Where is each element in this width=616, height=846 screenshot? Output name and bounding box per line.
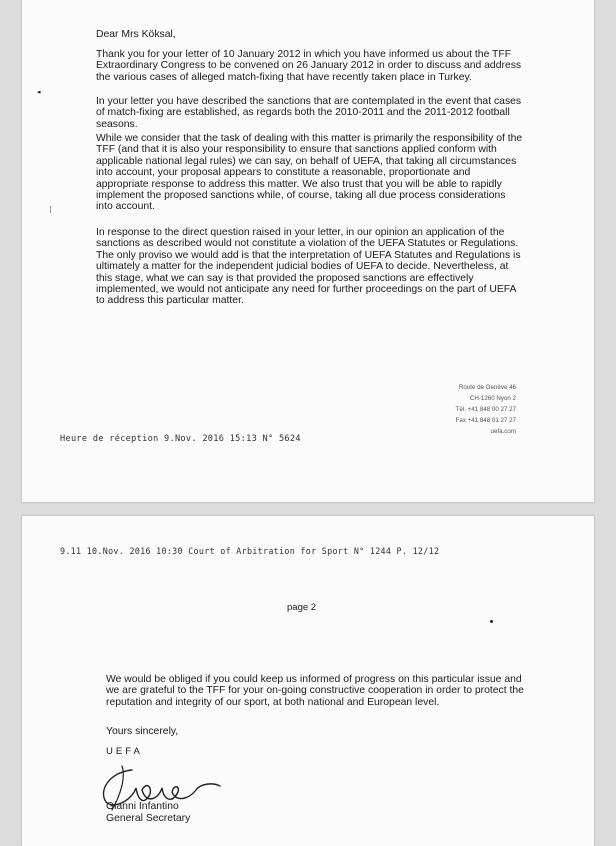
address-line: CH-1260 Nyon 2 [469, 395, 516, 402]
text-line: reputation and integrity of our sport, at both national and European level. [106, 696, 440, 708]
closing-salutation: Yours sincerely, [106, 726, 179, 737]
text-line: In your letter you have described the sanctions that are contemplated in the event that cases [96, 96, 522, 107]
organization-name: UEFA [106, 746, 143, 757]
text-line: The only proviso we would add is that the interpretation of UEFA Statutes and Regulations is [96, 249, 521, 261]
page-number-label: page 2 [287, 602, 317, 613]
closing-paragraph [106, 674, 524, 708]
signatory-name: Gianni Infantino [106, 801, 179, 812]
salutation: Dear Mrs Köksal, [96, 29, 176, 40]
address-line: Tél. +41 848 00 27 27 [455, 406, 516, 413]
text-line: In response to the direct question raised in your letter, in our opinion an application of the [96, 227, 505, 238]
text-line: applicable national legal rules) we can say, on behalf of UEFA, that taking all circumstances [96, 155, 517, 167]
left-arrow-icon: ◂ [37, 89, 41, 96]
text-line: While we consider that the task of dealing with this matter is primarily the responsibility of the [96, 133, 523, 144]
uefa-address-block [404, 382, 516, 437]
text-line: into account, your proposal appears to constitute a reasonable, proportionate and [96, 167, 471, 179]
text-line: We would be obliged if you could keep us informed of progress on this particular issue and [106, 674, 522, 685]
address-line: uefa.com [490, 428, 516, 435]
text-line: ultimately a matter for the independent judicial bodies of UEFA to decide. Nevertheless, at [96, 261, 509, 273]
signatory-title: General Secretary [106, 813, 191, 824]
text-line: into account. [96, 201, 155, 213]
paragraph-2 [96, 96, 521, 130]
address-line: Fax +41 848 01 27 27 [455, 417, 516, 424]
text-line: Thank you for your letter of 10 January 2012 in which you have informed us about the TFF [96, 49, 512, 60]
text-line: sanctions as described would not constitute a violation of the UEFA Statutes or Regulations. [96, 238, 519, 250]
text-line: Extraordinary Congress to be convened on 26 January 2012 in order to discuss and address [96, 60, 522, 72]
paragraph-1 [96, 49, 521, 83]
text-line: we are grateful to the TFF for your on-going constructive cooperation in order to protect the [106, 685, 524, 697]
text-line: implement the proposed sanctions while, of course, taking all due process considerations [96, 190, 506, 202]
text-line: implemented, we would not anticipate any need for further proceedings on the part of UEFA [96, 284, 517, 296]
text-line: seasons. [96, 118, 138, 130]
scan-mark [50, 206, 51, 213]
fax-reception-stamp: Heure de réception 9.Nov. 2016 15:13 N° 5624 [60, 434, 301, 444]
text-line: the various cases of alleged match-fixing that have recently taken place in Turkey. [96, 71, 472, 83]
fax-transmission-header: 9.11 10.Nov. 2016 10:30 Court of Arbitration for Sport N° 1244 P. 12/12 [60, 546, 440, 556]
text-line: this stage, what we can say is that provided the proposed sanctions are effectively [96, 272, 474, 284]
text-line: TFF (and that it is also your responsibility to ensure that sanctions applied conform with [96, 144, 497, 156]
scan-dot [490, 620, 493, 623]
address-line: Route de Genève 46 [458, 384, 516, 391]
paragraph-4 [96, 227, 521, 307]
text-line: appropriate response to address this matter. We also trust that you will be able to rapidly [96, 178, 502, 190]
text-line: to address this particular matter. [96, 295, 244, 307]
text-line: of match-fixing are established, as regards both the 2010-2011 and the 2011-2012 football [96, 107, 510, 119]
paragraph-3 [96, 133, 522, 213]
